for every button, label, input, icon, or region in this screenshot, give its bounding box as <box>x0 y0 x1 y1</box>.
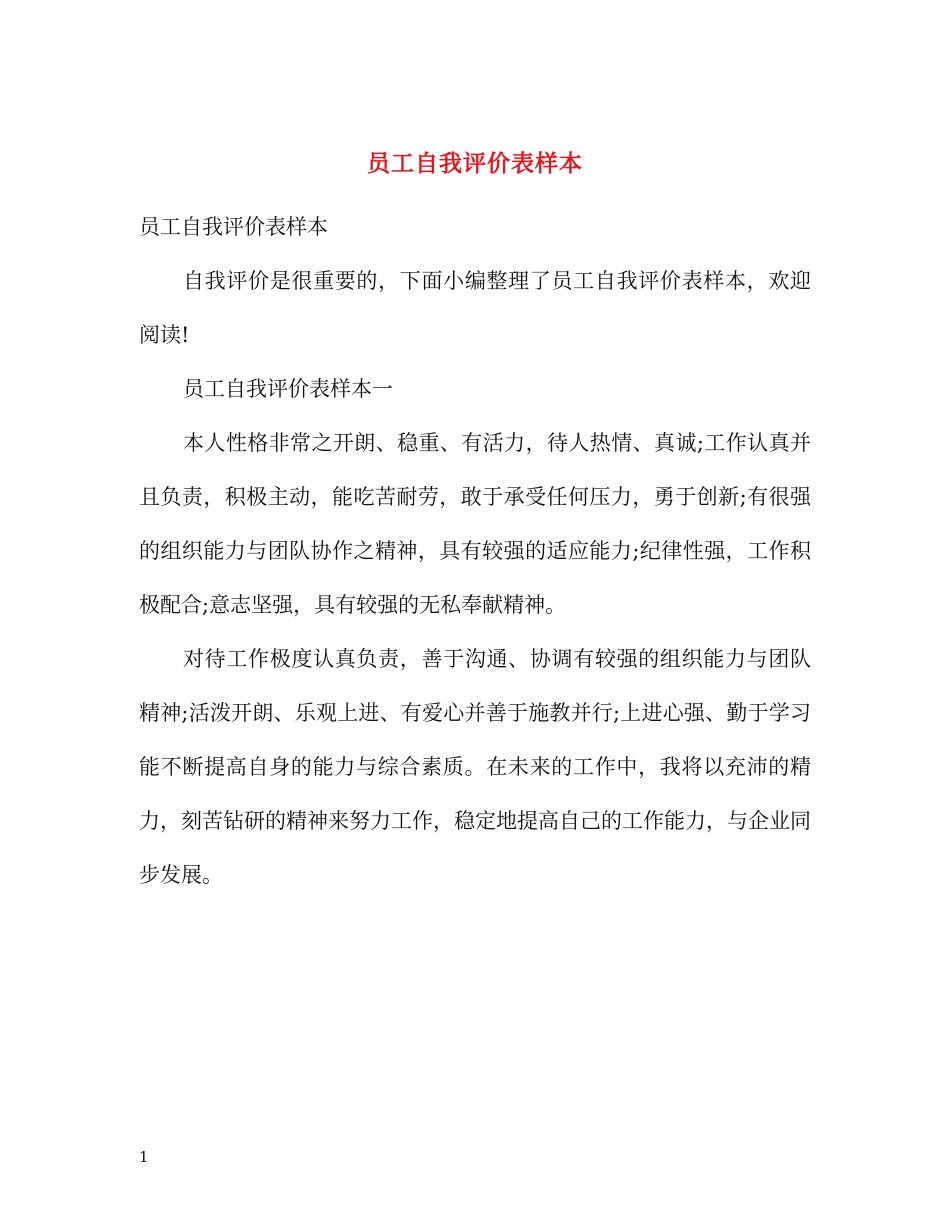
paragraph-section-heading: 员工自我评价表样本一 <box>183 377 393 401</box>
paragraph-intro: 自我评价是很重要的，下面小编整理了员工自我评价表样本，欢迎阅读! <box>139 269 811 347</box>
paragraph-body-1: 本人性格非常之开朗、稳重、有活力，待人热情、真诚;工作认真并且负责，积极主动，能吃苦耐劳，敢于承受任何压力，勇于创新;有很强的组织能力与团队协作之精神，具有较强的适应能力;纪律性强，工作积极配合;意志坚强，具有较强的无私奉献精神。 <box>139 431 811 617</box>
paragraph-heading: 员工自我评价表样本 <box>139 215 328 239</box>
paragraph-body-2: 对待工作极度认真负责，善于沟通、协调有较强的组织能力与团队精神;活泼开朗、乐观上进、有爱心并善于施教并行;上进心强、勤于学习能不断提高自身的能力与综合素质。在未来的工作中，我将以充沛的精力，刻苦钻研的精神来努力工作，稳定地提高自己的工作能力，与企业同步发展。 <box>139 647 811 887</box>
document-title: 员工自我评价表样本 <box>367 150 583 177</box>
page-number: 1 <box>139 1148 149 1166</box>
document-body <box>139 200 811 902</box>
